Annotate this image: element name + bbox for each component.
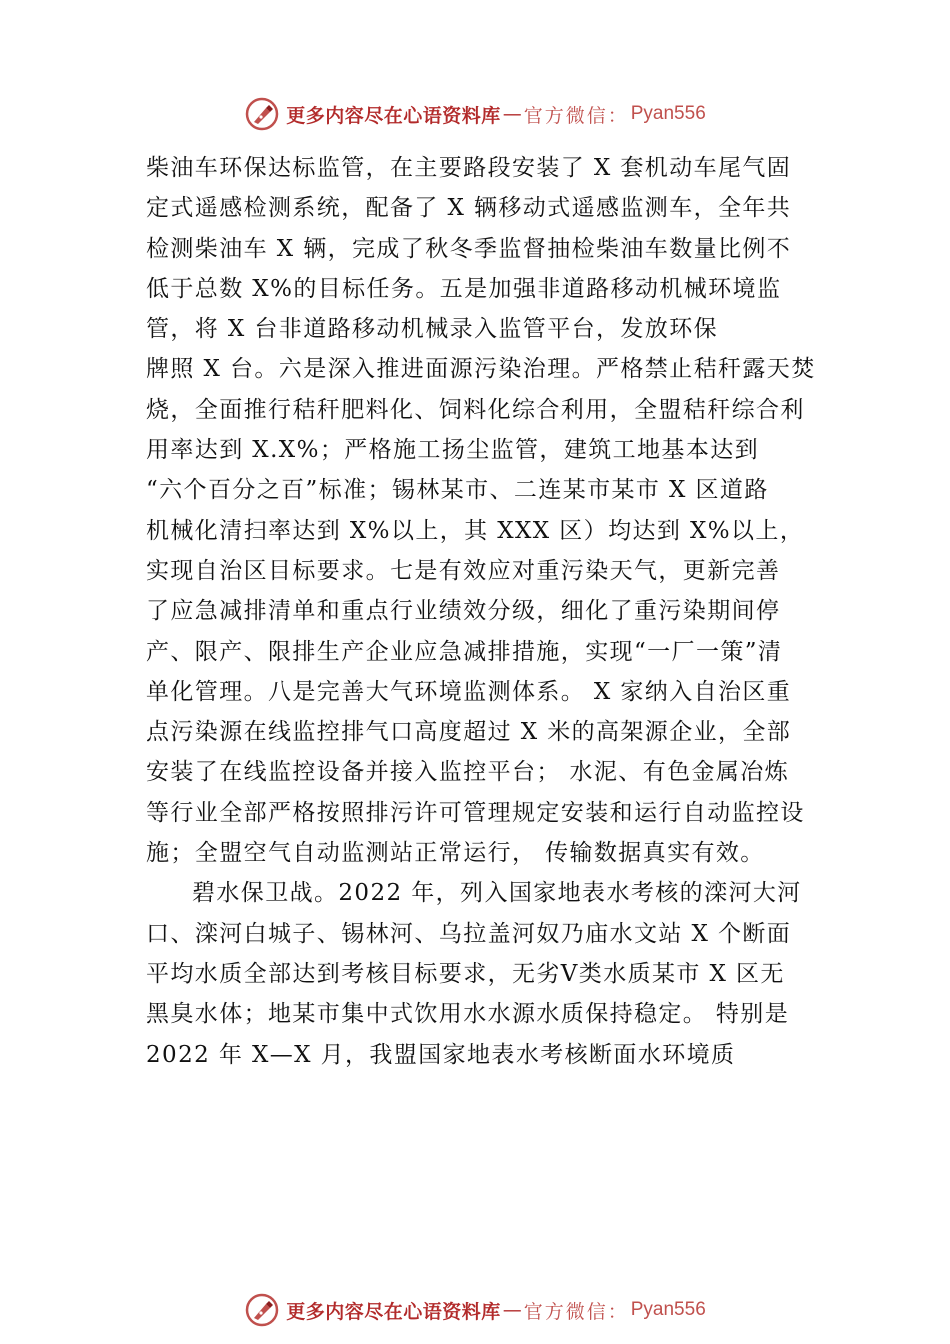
wechat-id: Pyan556 xyxy=(630,103,706,124)
official-wechat-label: 官方微信： xyxy=(523,1300,629,1323)
text-line: “六个百分之百”标准；锡林某市、二连某市某市 X 区道路 xyxy=(146,477,769,504)
document-body xyxy=(146,148,821,1075)
text-line: 黑臭水体；地某市集中式饮用水水源水质保持稳定。 特别是 xyxy=(146,1001,790,1028)
text-line: 机械化清扫率达到 X%以上，其 XXX 区）均达到 X%以上， xyxy=(146,517,805,544)
text-line: 平均水质全部达到考核目标要求，无劣Ⅴ类水质某市 X 区无 xyxy=(146,960,785,987)
text-line: 柴油车环保达标监管，在主要路段安装了 X 套机动车尾气固 xyxy=(146,155,792,181)
brand-text: 更多内容尽在心语资料库 xyxy=(286,104,501,127)
text-line: 等行业全部严格按照排污许可管理规定安装和运行自动监控设 xyxy=(146,799,805,826)
text-line: 安装了在线监控设备并接入监控平台； 水泥、有色金属冶炼 xyxy=(146,759,790,786)
text-line: 产、限产、限排生产企业应急减排措施，实现“一厂一策”清 xyxy=(146,638,783,665)
footer-banner xyxy=(0,1290,950,1330)
official-wechat-label: 官方微信： xyxy=(523,104,629,127)
text-line: 了应急减排清单和重点行业绩效分级，细化了重污染期间停 xyxy=(146,598,781,625)
text-line: 实现自治区目标要求。七是有效应对重污染天气，更新完善 xyxy=(146,557,781,584)
text-line: 用率达到 X.X%；严格施工扬尘监管，建筑工地基本达到 xyxy=(146,437,760,464)
text-line: 口、滦河白城子、锡林河、乌拉盖河奴乃庙水文站 X 个断面 xyxy=(146,920,792,947)
text-line: 牌照 X 台。六是深入推进面源污染治理。严格禁止秸秆露天焚 xyxy=(146,356,816,383)
text-line: 低于总数 X%的目标任务。五是加强非道路移动机械环境监 xyxy=(146,275,782,302)
text-line: 2022 年 X—X 月，我盟国家地表水考核断面水环境质 xyxy=(146,1041,736,1068)
text-line: 点污染源在线监控排气口高度超过 X 米的高架源企业，全部 xyxy=(146,719,792,746)
text-line: 定式遥感检测系统，配备了 X 辆移动式遥感监测车，全年共 xyxy=(146,195,792,222)
brand-text: 更多内容尽在心语资料库 xyxy=(286,1300,501,1323)
text-line: 施；全盟空气自动监测站正常运行， 传输数据真实有效。 xyxy=(146,840,765,867)
header-banner xyxy=(0,94,950,134)
pen-nib-logo-icon xyxy=(244,1292,280,1328)
text-line: 单化管理。八是完善大气环境监测体系。 X 家纳入自治区重 xyxy=(146,678,792,705)
text-line: 烧，全面推行秸秆肥料化、饲料化综合利用，全盟秸秆综合利 xyxy=(146,396,805,423)
pen-nib-logo-icon xyxy=(244,96,280,132)
wechat-id: Pyan556 xyxy=(630,1299,706,1320)
separator-dash: — xyxy=(502,1299,522,1321)
text-line: 管，将 X 台非道路移动机械录入监管平台，发放环保 xyxy=(146,316,718,343)
text-line: 检测柴油车 X 辆，完成了秋冬季监督抽检柴油车数量比例不 xyxy=(146,235,792,262)
paragraph-start-line: 碧水保卫战。2022 年，列入国家地表水考核的滦河大河 xyxy=(192,880,802,907)
separator-dash: — xyxy=(502,103,522,125)
